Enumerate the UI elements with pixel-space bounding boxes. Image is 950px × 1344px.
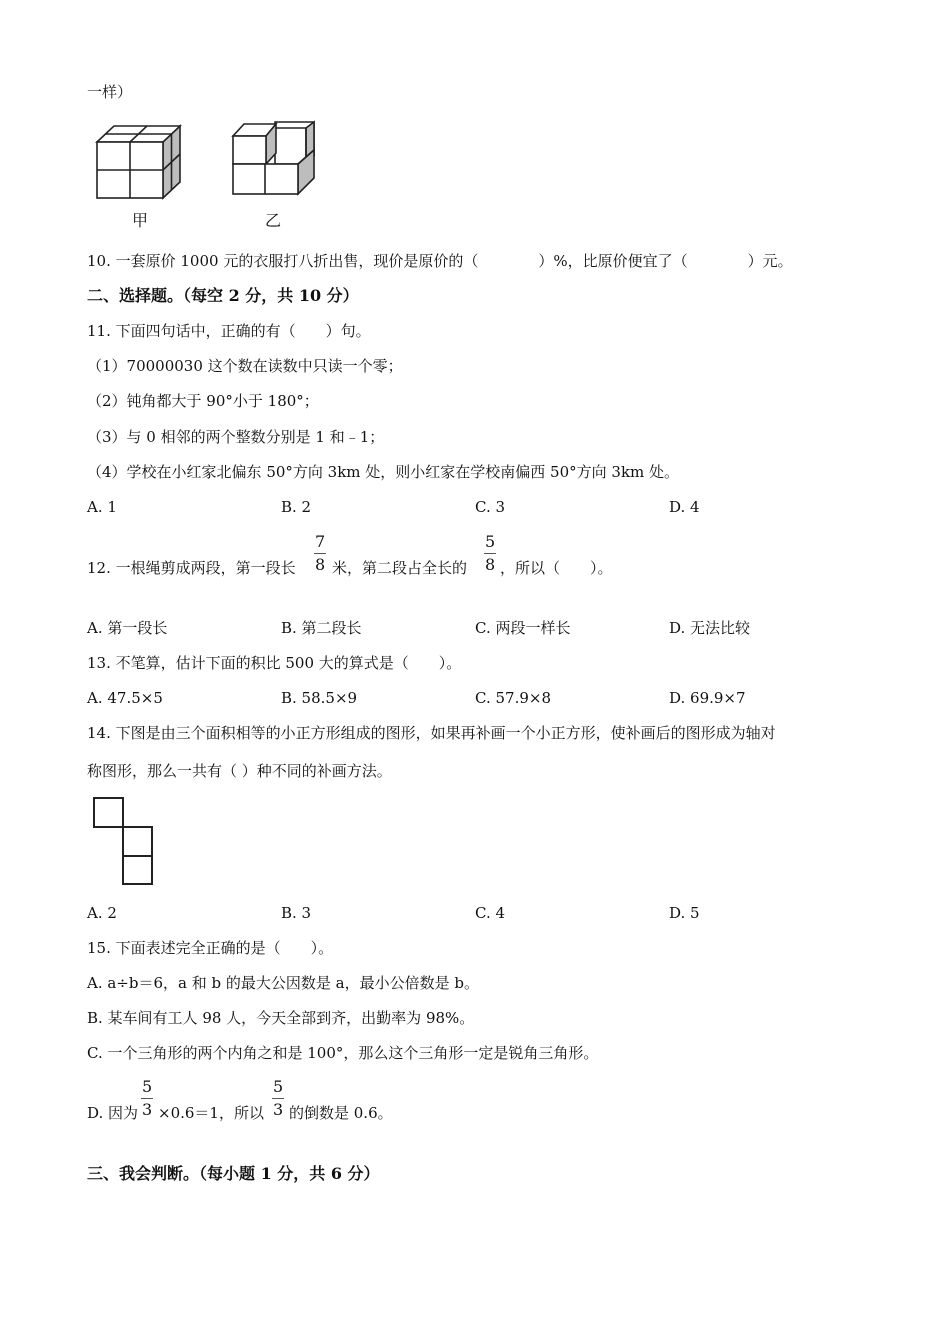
question-15-fraction-2 (272, 1077, 284, 1120)
cube-figure-yi (230, 118, 322, 198)
question-12-fraction-1 (314, 532, 326, 575)
question-11-statement-2: （2）钝角都大于 90°小于 180°； (87, 392, 319, 410)
cube-figure-jia (95, 122, 187, 200)
question-15-fraction-1 (141, 1077, 153, 1120)
section-3-heading: 三、我会判断。（每小题 1 分，共 6 分） (87, 1164, 380, 1183)
section-2-heading: 二、选择题。（每空 2 分，共 10 分） (87, 286, 359, 305)
question-13-option-d: D. 69.9×7 (669, 689, 746, 707)
figure-label-yi: 乙 (265, 211, 282, 230)
question-14-line-2: 称图形，那么一共有（ ）种不同的补画方法。 (87, 762, 392, 780)
question-15-option-a: A. a÷b＝6，a 和 b 的最大公因数是 a，最小公倍数是 b。 (87, 974, 479, 992)
question-15-option-d-part-1: D. 因为 (87, 1104, 139, 1122)
question-14-line-1: 14. 下图是由三个面积相等的小正方形组成的图形，如果再补画一个小正方形，使补画后的图形成为轴对 (87, 724, 776, 742)
question-12-part-2: 米，第二段占全长的 (332, 559, 468, 577)
fraction-denominator: 8 (315, 555, 326, 574)
question-15-option-b: B. 某车间有工人 98 人，今天全部到齐，出勤率为 98%。 (87, 1009, 475, 1027)
continuation-text: 一样） (87, 83, 133, 101)
question-11-option-c: C. 3 (475, 498, 506, 516)
question-11-option-a: A. 1 (87, 498, 117, 516)
fraction-denominator: 8 (485, 555, 496, 574)
fraction-numerator: 5 (484, 532, 496, 554)
question-11-statement-3: （3）与 0 相邻的两个整数分别是 1 和﹣1； (87, 428, 385, 446)
fraction-denominator: 3 (273, 1100, 284, 1119)
question-15-stem: 15. 下面表述完全正确的是（ ）。 (87, 939, 334, 957)
question-12-option-d: D. 无法比较 (669, 619, 751, 637)
three-squares-figure (92, 796, 156, 888)
question-12-part-3: ，所以（ ）。 (500, 559, 613, 577)
question-12-option-b: B. 第二段长 (281, 619, 362, 637)
question-13-option-b: B. 58.5×9 (281, 689, 358, 707)
question-10: 10. 一套原价 1000 元的衣服打八折出售，现价是原价的（ ）%，比原价便宜了（ ）元。 (87, 252, 793, 270)
question-12-option-a: A. 第一段长 (87, 619, 168, 637)
question-13-stem: 13. 不笔算，估计下面的积比 500 大的算式是（ ）。 (87, 654, 462, 672)
fraction-numerator: 7 (314, 532, 326, 554)
question-14-option-a: A. 2 (87, 904, 117, 922)
question-11-option-d: D. 4 (669, 498, 700, 516)
question-15-option-d-part-3: 的倒数是 0.6。 (289, 1104, 393, 1122)
question-12-fraction-2 (484, 532, 496, 575)
fraction-numerator: 5 (141, 1077, 153, 1099)
question-13-option-a: A. 47.5×5 (87, 689, 163, 707)
fraction-numerator: 5 (272, 1077, 284, 1099)
question-12-option-c: C. 两段一样长 (475, 619, 571, 637)
question-11-option-b: B. 2 (281, 498, 312, 516)
question-15-option-d-part-2: ×0.6＝1，所以 (158, 1104, 264, 1122)
question-15-option-c: C. 一个三角形的两个内角之和是 100°，那么这个三角形一定是锐角三角形。 (87, 1044, 599, 1062)
figure-label-jia: 甲 (132, 211, 149, 230)
question-14-option-c: C. 4 (475, 904, 506, 922)
question-12-part-1: 12. 一根绳剪成两段，第一段长 (87, 559, 296, 577)
question-11-stem: 11. 下面四句话中，正确的有（ ）句。 (87, 322, 371, 340)
question-14-option-b: B. 3 (281, 904, 312, 922)
question-11-statement-1: （1）70000030 这个数在读数中只读一个零； (87, 357, 403, 375)
question-11-statement-4: （4）学校在小红家北偏东 50°方向 3km 处，则小红家在学校南偏西 50°方向 3km 处。 (87, 463, 680, 481)
question-14-option-d: D. 5 (669, 904, 700, 922)
question-13-option-c: C. 57.9×8 (475, 689, 551, 707)
fraction-denominator: 3 (142, 1100, 153, 1119)
